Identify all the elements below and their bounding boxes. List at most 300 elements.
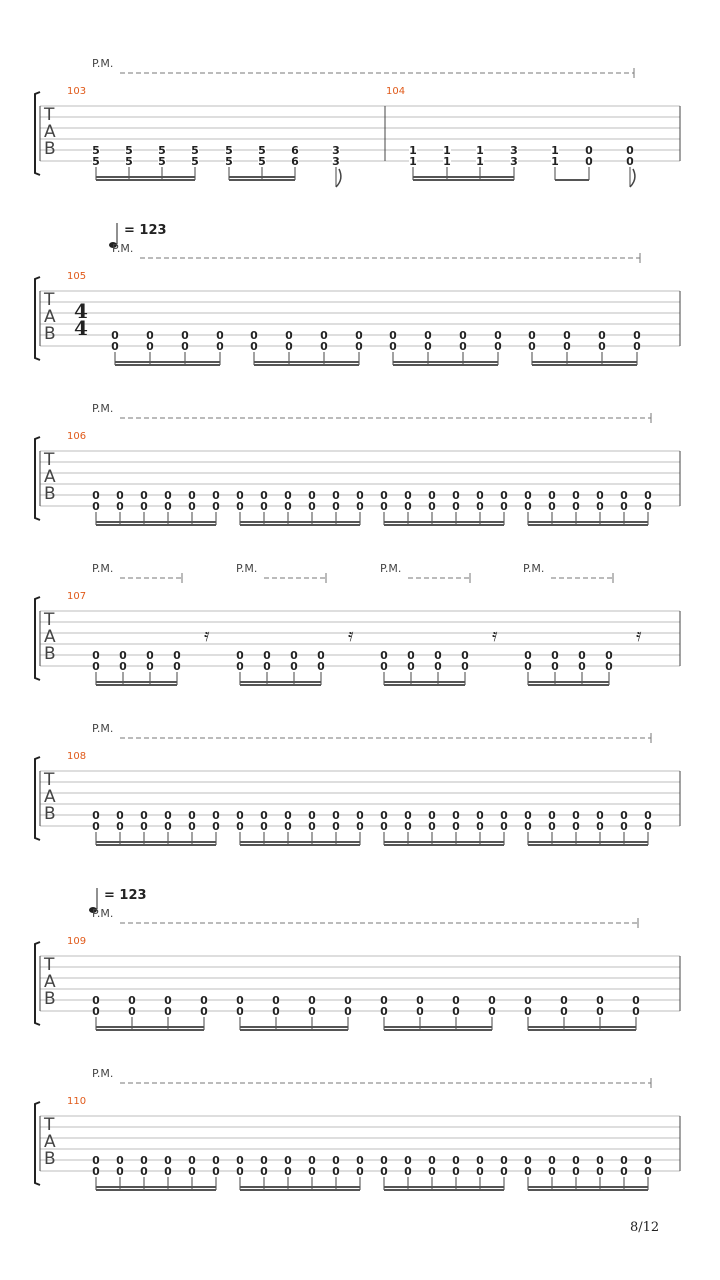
fret-number: 5 <box>225 155 233 168</box>
fret-number: 0 <box>236 820 244 833</box>
tab-clef-letter: A <box>44 627 56 647</box>
fret-number: 0 <box>200 1005 208 1018</box>
fret-number: 6 <box>291 155 299 168</box>
fret-number: 0 <box>500 489 508 502</box>
tempo-marking: = 123 <box>104 888 147 903</box>
fret-number: 0 <box>308 1165 316 1178</box>
fret-number: 0 <box>188 809 196 822</box>
fret-number: 0 <box>598 329 606 342</box>
fret-number: 0 <box>524 994 532 1007</box>
fret-number: 0 <box>380 809 388 822</box>
fret-number: 5 <box>158 155 166 168</box>
fret-number: 0 <box>626 144 634 157</box>
fret-number: 1 <box>409 144 417 157</box>
fret-number: 0 <box>92 994 100 1007</box>
fret-number: 0 <box>212 1165 220 1178</box>
fret-number: 0 <box>596 809 604 822</box>
fret-number: 0 <box>173 649 181 662</box>
fret-number: 0 <box>128 994 136 1007</box>
fret-number: 0 <box>380 1165 388 1178</box>
tab-clef-letter: B <box>44 989 56 1009</box>
fret-number: 0 <box>284 500 292 513</box>
fret-number: 0 <box>578 649 586 662</box>
fret-number: 0 <box>92 489 100 502</box>
fret-number: 0 <box>284 1154 292 1167</box>
fret-number: 0 <box>459 329 467 342</box>
fret-number: 0 <box>389 340 397 353</box>
fret-number: 1 <box>551 155 559 168</box>
fret-number: 0 <box>644 489 652 502</box>
fret-number: 0 <box>181 340 189 353</box>
fret-number: 1 <box>476 155 484 168</box>
fret-number: 0 <box>236 649 244 662</box>
fret-number: 0 <box>116 500 124 513</box>
fret-number: 1 <box>443 155 451 168</box>
fret-number: 0 <box>116 809 124 822</box>
fret-number: 0 <box>563 329 571 342</box>
page-number: 8/12 <box>630 1220 660 1235</box>
tab-clef-letter: A <box>44 1132 56 1152</box>
fret-number: 0 <box>92 1154 100 1167</box>
fret-number: 0 <box>500 1154 508 1167</box>
fret-number: 0 <box>596 1165 604 1178</box>
fret-number: 0 <box>452 820 460 833</box>
fret-number: 0 <box>548 820 556 833</box>
fret-number: 0 <box>500 820 508 833</box>
fret-number: 0 <box>428 500 436 513</box>
fret-number: 0 <box>116 1154 124 1167</box>
fret-number: 0 <box>356 820 364 833</box>
fret-number: 0 <box>344 1005 352 1018</box>
fret-number: 0 <box>524 1154 532 1167</box>
palm-mute-label: P.M. <box>112 242 134 255</box>
fret-number: 0 <box>572 489 580 502</box>
fret-number: 0 <box>164 1165 172 1178</box>
time-signature-bottom: 4 <box>74 316 88 340</box>
tab-clef-letter: B <box>44 484 56 504</box>
fret-number: 0 <box>212 1154 220 1167</box>
fret-number: 0 <box>284 820 292 833</box>
fret-number: 0 <box>140 1154 148 1167</box>
fret-number: 0 <box>212 820 220 833</box>
fret-number: 0 <box>164 1005 172 1018</box>
measure-number: 108 <box>67 751 87 762</box>
system-bracket <box>35 437 40 520</box>
fret-number: 0 <box>272 1005 280 1018</box>
palm-mute-label: P.M. <box>92 402 114 415</box>
fret-number: 0 <box>308 1005 316 1018</box>
fret-number: 0 <box>164 1154 172 1167</box>
fret-number: 0 <box>452 1165 460 1178</box>
fret-number: 0 <box>476 489 484 502</box>
sixteenth-rest: 𝄿 <box>204 625 210 646</box>
fret-number: 0 <box>644 820 652 833</box>
fret-number: 0 <box>620 1154 628 1167</box>
fret-number: 0 <box>236 489 244 502</box>
fret-number: 0 <box>563 340 571 353</box>
fret-number: 0 <box>212 489 220 502</box>
fret-number: 0 <box>434 649 442 662</box>
palm-mute-label: P.M. <box>92 1067 114 1080</box>
fret-number: 0 <box>389 329 397 342</box>
tab-clef-letter: B <box>44 139 56 159</box>
fret-number: 0 <box>459 340 467 353</box>
fret-number: 0 <box>290 649 298 662</box>
fret-number: 5 <box>258 144 266 157</box>
fret-number: 0 <box>452 489 460 502</box>
fret-number: 0 <box>216 329 224 342</box>
fret-number: 0 <box>428 809 436 822</box>
fret-number: 0 <box>317 649 325 662</box>
fret-number: 0 <box>528 340 536 353</box>
measure-number: 110 <box>67 1096 87 1107</box>
fret-number: 0 <box>320 340 328 353</box>
fret-number: 0 <box>290 660 298 673</box>
fret-number: 0 <box>236 1154 244 1167</box>
fret-number: 0 <box>140 489 148 502</box>
fret-number: 0 <box>424 329 432 342</box>
fret-number: 0 <box>332 500 340 513</box>
fret-number: 0 <box>596 1005 604 1018</box>
fret-number: 0 <box>620 500 628 513</box>
palm-mute-label: P.M. <box>236 562 258 575</box>
fret-number: 3 <box>332 144 340 157</box>
fret-number: 0 <box>452 1005 460 1018</box>
fret-number: 0 <box>173 660 181 673</box>
fret-number: 0 <box>188 1154 196 1167</box>
fret-number: 0 <box>260 1165 268 1178</box>
fret-number: 0 <box>188 500 196 513</box>
fret-number: 0 <box>452 809 460 822</box>
tab-clef-letter: A <box>44 122 56 142</box>
fret-number: 0 <box>548 1165 556 1178</box>
fret-number: 0 <box>260 820 268 833</box>
fret-number: 0 <box>404 489 412 502</box>
fret-number: 0 <box>380 500 388 513</box>
fret-number: 0 <box>236 1165 244 1178</box>
fret-number: 0 <box>605 649 613 662</box>
system-bracket <box>35 757 40 840</box>
fret-number: 0 <box>188 489 196 502</box>
tab-clef-letter: T <box>44 450 55 470</box>
fret-number: 0 <box>272 994 280 1007</box>
sixteenth-rest: 𝄿 <box>636 625 642 646</box>
fret-number: 0 <box>140 809 148 822</box>
fret-number: 0 <box>596 1154 604 1167</box>
tab-clef-letter: T <box>44 1115 55 1135</box>
tab-clef-letter: A <box>44 307 56 327</box>
fret-number: 0 <box>164 809 172 822</box>
fret-number: 0 <box>380 820 388 833</box>
fret-number: 0 <box>344 994 352 1007</box>
fret-number: 0 <box>476 809 484 822</box>
sixteenth-rest: 𝄿 <box>492 625 498 646</box>
fret-number: 0 <box>332 820 340 833</box>
fret-number: 5 <box>92 155 100 168</box>
fret-number: 0 <box>461 649 469 662</box>
fret-number: 0 <box>424 340 432 353</box>
fret-number: 0 <box>380 1005 388 1018</box>
fret-number: 0 <box>200 994 208 1007</box>
fret-number: 0 <box>620 809 628 822</box>
fret-number: 0 <box>380 994 388 1007</box>
fret-number: 0 <box>116 489 124 502</box>
measure-number: 104 <box>386 86 406 97</box>
fret-number: 0 <box>585 155 593 168</box>
fret-number: 0 <box>605 660 613 673</box>
fret-number: 0 <box>332 489 340 502</box>
fret-number: 0 <box>632 994 640 1007</box>
tab-clef-letter: A <box>44 972 56 992</box>
fret-number: 0 <box>332 1154 340 1167</box>
tab-clef-letter: A <box>44 467 56 487</box>
measure-number: 103 <box>67 86 87 97</box>
tempo-marking: = 123 <box>124 223 167 238</box>
fret-number: 0 <box>404 809 412 822</box>
palm-mute-label: P.M. <box>380 562 402 575</box>
fret-number: 1 <box>476 144 484 157</box>
fret-number: 5 <box>158 144 166 157</box>
note-flag <box>336 169 341 187</box>
fret-number: 0 <box>260 489 268 502</box>
fret-number: 5 <box>258 155 266 168</box>
fret-number: 0 <box>140 500 148 513</box>
measure-number: 105 <box>67 271 87 282</box>
fret-number: 0 <box>236 660 244 673</box>
fret-number: 0 <box>380 649 388 662</box>
tab-clef-letter: B <box>44 644 56 664</box>
fret-number: 0 <box>320 329 328 342</box>
fret-number: 0 <box>92 820 100 833</box>
fret-number: 0 <box>404 500 412 513</box>
tab-clef-letter: T <box>44 290 55 310</box>
fret-number: 0 <box>285 340 293 353</box>
fret-number: 0 <box>494 340 502 353</box>
fret-number: 0 <box>620 820 628 833</box>
fret-number: 0 <box>92 1165 100 1178</box>
fret-number: 0 <box>500 809 508 822</box>
fret-number: 0 <box>356 500 364 513</box>
fret-number: 0 <box>146 660 154 673</box>
fret-number: 0 <box>236 500 244 513</box>
fret-number: 0 <box>428 489 436 502</box>
measure-number: 107 <box>67 591 87 602</box>
system-bracket <box>35 92 40 175</box>
fret-number: 0 <box>407 660 415 673</box>
fret-number: 0 <box>181 329 189 342</box>
fret-number: 0 <box>632 1005 640 1018</box>
fret-number: 0 <box>407 649 415 662</box>
fret-number: 0 <box>626 155 634 168</box>
fret-number: 0 <box>188 820 196 833</box>
fret-number: 0 <box>524 649 532 662</box>
fret-number: 0 <box>128 1005 136 1018</box>
palm-mute-label: P.M. <box>92 907 114 920</box>
fret-number: 0 <box>308 809 316 822</box>
fret-number: 0 <box>524 489 532 502</box>
fret-number: 0 <box>596 489 604 502</box>
fret-number: 0 <box>356 1165 364 1178</box>
fret-number: 0 <box>260 1154 268 1167</box>
fret-number: 0 <box>92 660 100 673</box>
fret-number: 0 <box>524 1165 532 1178</box>
fret-number: 0 <box>572 500 580 513</box>
fret-number: 0 <box>551 660 559 673</box>
fret-number: 0 <box>212 500 220 513</box>
fret-number: 0 <box>524 1005 532 1018</box>
fret-number: 0 <box>356 489 364 502</box>
fret-number: 0 <box>551 649 559 662</box>
fret-number: 0 <box>263 660 271 673</box>
fret-number: 5 <box>125 144 133 157</box>
fret-number: 3 <box>510 144 518 157</box>
tab-clef-letter: T <box>44 770 55 790</box>
fret-number: 0 <box>524 809 532 822</box>
fret-number: 0 <box>644 809 652 822</box>
system-bracket <box>35 942 40 1025</box>
fret-number: 0 <box>188 1165 196 1178</box>
fret-number: 0 <box>356 1154 364 1167</box>
fret-number: 0 <box>404 1154 412 1167</box>
palm-mute-label: P.M. <box>92 57 114 70</box>
fret-number: 0 <box>146 649 154 662</box>
fret-number: 0 <box>260 500 268 513</box>
fret-number: 0 <box>528 329 536 342</box>
fret-number: 6 <box>291 144 299 157</box>
fret-number: 0 <box>572 809 580 822</box>
fret-number: 0 <box>140 1165 148 1178</box>
tab-clef-letter: A <box>44 787 56 807</box>
fret-number: 0 <box>416 1005 424 1018</box>
note-flag <box>630 169 635 187</box>
tab-clef-letter: B <box>44 1149 56 1169</box>
fret-number: 0 <box>317 660 325 673</box>
fret-number: 0 <box>428 1165 436 1178</box>
fret-number: 0 <box>92 500 100 513</box>
fret-number: 0 <box>164 820 172 833</box>
fret-number: 0 <box>578 660 586 673</box>
fret-number: 0 <box>308 1154 316 1167</box>
fret-number: 0 <box>355 340 363 353</box>
fret-number: 0 <box>236 1005 244 1018</box>
fret-number: 0 <box>476 1165 484 1178</box>
fret-number: 0 <box>116 1165 124 1178</box>
fret-number: 0 <box>119 660 127 673</box>
fret-number: 0 <box>500 1165 508 1178</box>
system-bracket <box>35 597 40 680</box>
fret-number: 0 <box>140 820 148 833</box>
fret-number: 0 <box>308 820 316 833</box>
tab-clef-letter: T <box>44 610 55 630</box>
fret-number: 0 <box>548 489 556 502</box>
fret-number: 5 <box>191 155 199 168</box>
fret-number: 0 <box>596 820 604 833</box>
fret-number: 0 <box>380 1154 388 1167</box>
fret-number: 0 <box>476 500 484 513</box>
palm-mute-label: P.M. <box>92 562 114 575</box>
fret-number: 0 <box>585 144 593 157</box>
fret-number: 5 <box>92 144 100 157</box>
fret-number: 0 <box>308 489 316 502</box>
fret-number: 0 <box>548 1154 556 1167</box>
fret-number: 0 <box>212 809 220 822</box>
fret-number: 0 <box>404 820 412 833</box>
fret-number: 0 <box>644 1154 652 1167</box>
fret-number: 0 <box>494 329 502 342</box>
fret-number: 0 <box>476 820 484 833</box>
system-bracket <box>35 277 40 360</box>
fret-number: 0 <box>92 649 100 662</box>
fret-number: 0 <box>164 500 172 513</box>
system-bracket <box>35 1102 40 1185</box>
palm-mute-label: P.M. <box>523 562 545 575</box>
fret-number: 0 <box>452 994 460 1007</box>
tab-clef-letter: B <box>44 804 56 824</box>
fret-number: 0 <box>452 500 460 513</box>
fret-number: 0 <box>116 820 124 833</box>
measure-number: 106 <box>67 431 87 442</box>
fret-number: 0 <box>404 1165 412 1178</box>
fret-number: 0 <box>461 660 469 673</box>
fret-number: 0 <box>644 500 652 513</box>
fret-number: 0 <box>216 340 224 353</box>
fret-number: 0 <box>250 329 258 342</box>
fret-number: 0 <box>572 1154 580 1167</box>
fret-number: 0 <box>596 500 604 513</box>
fret-number: 0 <box>476 1154 484 1167</box>
palm-mute-label: P.M. <box>92 722 114 735</box>
fret-number: 0 <box>548 809 556 822</box>
fret-number: 0 <box>164 994 172 1007</box>
sixteenth-rest: 𝄿 <box>348 625 354 646</box>
fret-number: 0 <box>250 340 258 353</box>
fret-number: 0 <box>524 500 532 513</box>
fret-number: 0 <box>92 809 100 822</box>
fret-number: 5 <box>191 144 199 157</box>
fret-number: 0 <box>620 489 628 502</box>
fret-number: 0 <box>434 660 442 673</box>
fret-number: 0 <box>572 820 580 833</box>
fret-number: 0 <box>572 1165 580 1178</box>
fret-number: 0 <box>428 1154 436 1167</box>
fret-number: 0 <box>284 489 292 502</box>
fret-number: 0 <box>308 994 316 1007</box>
fret-number: 0 <box>111 329 119 342</box>
fret-number: 1 <box>551 144 559 157</box>
fret-number: 0 <box>355 329 363 342</box>
fret-number: 0 <box>260 809 268 822</box>
fret-number: 0 <box>452 1154 460 1167</box>
fret-number: 0 <box>284 1165 292 1178</box>
fret-number: 5 <box>125 155 133 168</box>
fret-number: 0 <box>644 1165 652 1178</box>
fret-number: 0 <box>416 994 424 1007</box>
fret-number: 0 <box>488 994 496 1007</box>
fret-number: 0 <box>284 809 292 822</box>
fret-number: 0 <box>428 820 436 833</box>
fret-number: 0 <box>380 489 388 502</box>
fret-number: 0 <box>263 649 271 662</box>
tab-clef-letter: B <box>44 324 56 344</box>
fret-number: 0 <box>92 1005 100 1018</box>
fret-number: 1 <box>443 144 451 157</box>
fret-number: 1 <box>409 155 417 168</box>
fret-number: 0 <box>500 500 508 513</box>
fret-number: 3 <box>332 155 340 168</box>
fret-number: 0 <box>524 660 532 673</box>
fret-number: 0 <box>524 820 532 833</box>
fret-number: 0 <box>285 329 293 342</box>
